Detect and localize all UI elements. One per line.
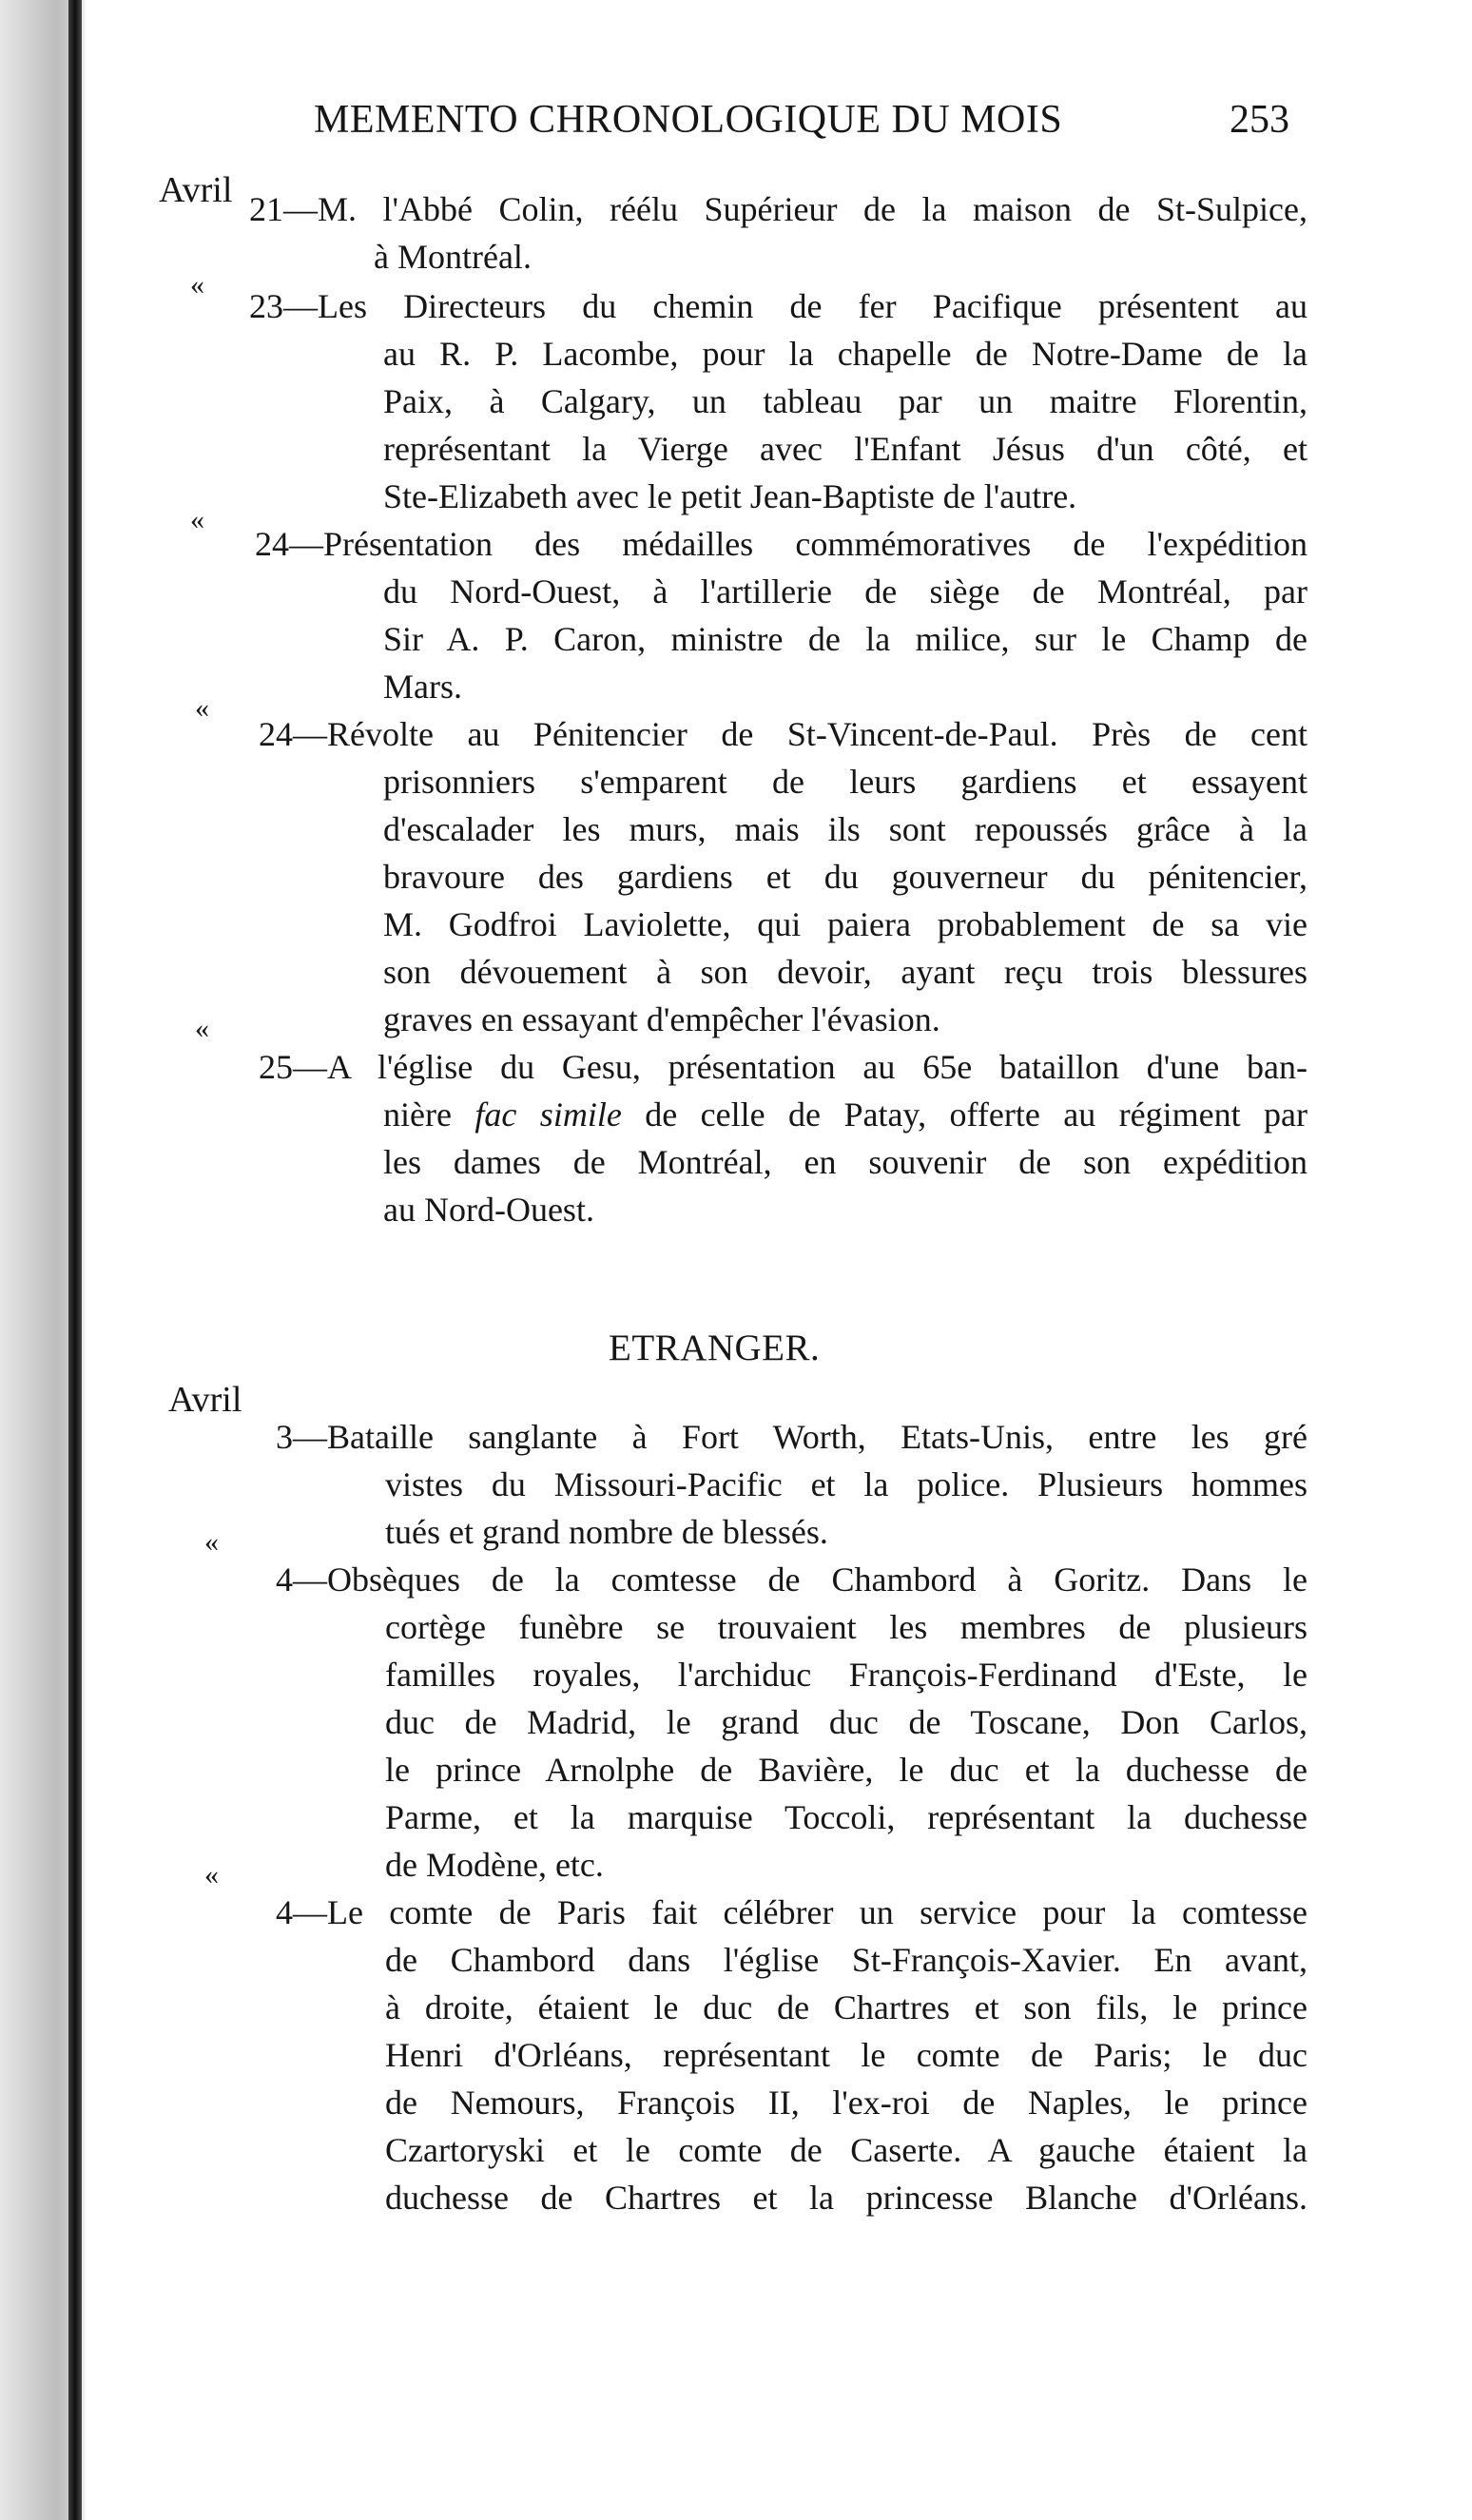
margin-month: Avril	[159, 170, 233, 210]
margin-ditto: «	[204, 1526, 219, 1558]
entry-line: Henri d'Orléans, représentant le comte de Paris; le duc	[385, 2036, 1307, 2074]
entry-line: tués et grand nombre de blessés.	[385, 1513, 828, 1551]
entry-line: 24—Révolte au Pénitencier de St-Vincent-de-Paul. Près de cent	[259, 715, 1307, 753]
entry-line: prisonniers s'emparent de leurs gardiens et essayent	[383, 763, 1307, 801]
margin-ditto: «	[190, 504, 204, 535]
entry-line: bravoure des gardiens et du gouverneur du pénitencier,	[383, 858, 1307, 896]
entry-line: de Chambord dans l'église St-François-Xavier. En avant,	[385, 1941, 1307, 1979]
entry-line: de Modène, etc.	[385, 1846, 604, 1884]
margin-month: Avril	[168, 1380, 242, 1420]
entry-line: M. Godfroi Laviolette, qui paiera probablement de sa vie	[383, 905, 1307, 943]
entry-line: graves en essayant d'empêcher l'évasion.	[383, 1000, 940, 1038]
entry-italic-text: fac simile	[475, 1095, 622, 1134]
margin-ditto: «	[195, 692, 209, 724]
page-number: 253	[1230, 98, 1289, 142]
entry-line: vistes du Missouri-Pacific et la police. Plusieurs hommes	[385, 1465, 1307, 1503]
entry-line: Czartoryski et le comte de Caserte. A gauche étaient la	[385, 2131, 1307, 2169]
margin-ditto: «	[204, 1859, 219, 1890]
entry-line: 21—M. l'Abbé Colin, réélu Supérieur de la maison de St-Sulpice,	[249, 190, 1307, 228]
entry-line: à droite, étaient le duc de Chartres et son fils, le prince	[385, 1988, 1307, 2026]
entry-line: Ste-Elizabeth avec le petit Jean-Baptiste de l'autre.	[383, 477, 1077, 515]
entry-line: à Montréal.	[374, 238, 532, 276]
entry-line: de Nemours, François II, l'ex-roi de Naples, le prince	[385, 2084, 1307, 2122]
entry-line: cortège funèbre se trouvaient les membres de plusieurs	[385, 1608, 1307, 1646]
entry-line: au Nord-Ouest.	[383, 1191, 594, 1229]
entry-line: Paix, à Calgary, un tableau par un maitre Florentin,	[383, 382, 1307, 420]
entry-text: de celle de Patay, offerte au régiment par	[621, 1095, 1307, 1134]
entry-line: le prince Arnolphe de Bavière, le duc et la duchesse de	[385, 1751, 1307, 1789]
entry-line: son dévouement à son devoir, ayant reçu trois blessures	[383, 953, 1307, 991]
entry-line	[383, 1095, 1307, 1134]
entry-line: au R. P. Lacombe, pour la chapelle de Notre-Dame de la	[383, 335, 1307, 373]
entry-line: Sir A. P. Caron, ministre de la milice, sur le Champ de	[383, 620, 1307, 658]
entry-line: duchesse de Chartres et la princesse Blanche d'Orléans.	[385, 2179, 1307, 2217]
margin-ditto: «	[195, 1013, 209, 1044]
entry-line: Mars.	[383, 668, 462, 706]
entry-text: nière	[383, 1095, 475, 1134]
entry-line: Parme, et la marquise Toccoli, représentant la duchesse	[385, 1798, 1307, 1836]
entry-line: 4—Obsèques de la comtesse de Chambord à Goritz. Dans le	[276, 1560, 1307, 1599]
entry-line: familles royales, l'archiduc François-Ferdinand d'Este, le	[385, 1656, 1307, 1694]
entry-line: 4—Le comte de Paris fait célébrer un service pour la comtesse	[276, 1893, 1307, 1931]
margin-ditto: «	[190, 269, 204, 300]
section-title: ETRANGER.	[609, 1328, 821, 1368]
entry-line: d'escalader les murs, mais ils sont repoussés grâce à la	[383, 810, 1307, 848]
entry-line: 3—Bataille sanglante à Fort Worth, Etats-Unis, entre les gré	[276, 1418, 1307, 1456]
binding-edge	[68, 0, 82, 2520]
entry-line: 25—A l'église du Gesu, présentation au 65e bataillon d'une ban-	[259, 1048, 1307, 1086]
entry-line: 24—Présentation des médailles commémoratives de l'expédition	[255, 525, 1307, 563]
running-head-title: MEMENTO CHRONOLOGIQUE DU MOIS	[314, 98, 1063, 142]
entry-line: les dames de Montréal, en souvenir de son expédition	[383, 1143, 1307, 1181]
entry-line: du Nord-Ouest, à l'artillerie de siège de Montréal, par	[383, 572, 1307, 611]
entry-line: duc de Madrid, le grand duc de Toscane, Don Carlos,	[385, 1703, 1307, 1741]
entry-line: représentant la Vierge avec l'Enfant Jésus d'un côté, et	[383, 430, 1307, 468]
entry-line: 23—Les Directeurs du chemin de fer Pacifique présentent au	[249, 287, 1307, 325]
